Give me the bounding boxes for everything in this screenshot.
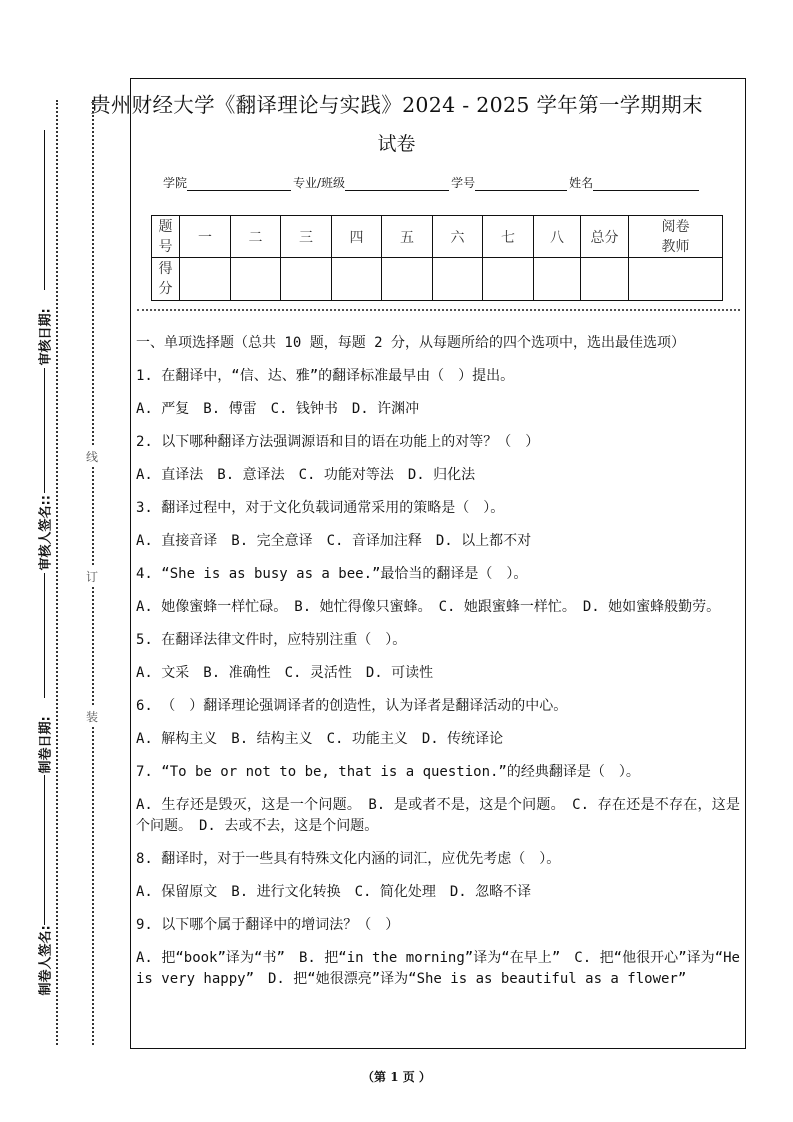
binding-mark-ding: 订: [86, 566, 98, 587]
score-cell[interactable]: [180, 258, 231, 301]
row-label-score: 得分: [152, 258, 180, 301]
col-header: 七: [483, 216, 534, 258]
col-header: 二: [231, 216, 281, 258]
question-options: A. 保留原文 B. 进行文化转换 C. 简化处理 D. 忽略不译: [136, 884, 532, 900]
col-header: 总分: [581, 216, 629, 258]
reviewer-signature-label: 审核人签名::: [38, 495, 54, 571]
col-header: 五: [382, 216, 433, 258]
score-cell[interactable]: [382, 258, 433, 301]
question-options: A. 严复 B. 傅雷 C. 钱钟书 D. 许渊冲: [136, 401, 420, 417]
review-date-label: 审核日期:: [38, 308, 54, 366]
major-class-field[interactable]: [345, 176, 449, 191]
question-text: 1. 在翻译中，“信、达、雅”的翻译标准最早由（ ）提出。: [136, 368, 515, 384]
question-options: A. 解构主义 B. 结构主义 C. 功能主义 D. 传统译论: [136, 731, 504, 747]
signature-line: [44, 368, 45, 493]
col-header: 一: [180, 216, 231, 258]
signature-line: [44, 573, 45, 698]
question-text: 2. 以下哪种翻译方法强调源语和目的语在功能上的对等？（ ）: [136, 434, 540, 450]
college-field[interactable]: [187, 176, 291, 191]
student-info-fields: [163, 174, 701, 191]
page-number: （第 1 页 ）: [362, 1070, 431, 1084]
field-label-student-id: 学号: [451, 176, 476, 190]
exam-subtitle: 试卷: [377, 133, 416, 155]
question-options: A. 她像蜜蜂一样忙碌。 B. 她忙得像只蜜蜂。 C. 她跟蜜蜂一样忙。 D. 她如蜜蜂般勤劳。: [136, 599, 721, 615]
col-header: 阅卷教师: [629, 216, 723, 258]
question-text: 3. 翻译过程中，对于文化负载词通常采用的策略是（ ）。: [136, 500, 505, 516]
score-cell[interactable]: [231, 258, 281, 301]
col-header: 四: [332, 216, 382, 258]
question-options: A. 把“book”译为“书” B. 把“in the morning”译为“在早上” C. 把“他很开心”译为“He is very happy” D. 把“她很漂亮”译为“She is as beautiful as a flower”: [136, 950, 740, 987]
score-cell[interactable]: [281, 258, 332, 301]
exam-title: 贵州财经大学《翻译理论与实践》2024 - 2025 学年第一学期期末: [90, 93, 703, 117]
score-cell[interactable]: [629, 258, 723, 301]
score-cell[interactable]: [581, 258, 629, 301]
name-field[interactable]: [593, 176, 699, 191]
question-options: A. 文采 B. 准确性 C. 灵活性 D. 可读性: [136, 665, 434, 681]
score-cell[interactable]: [433, 258, 483, 301]
score-cell[interactable]: [534, 258, 581, 301]
question-text: 8. 翻译时，对于一些具有特殊文化内涵的词汇，应优先考虑（ ）。: [136, 851, 561, 867]
student-id-field[interactable]: [475, 176, 567, 191]
question-options: A. 直接音译 B. 完全意译 C. 音译加注释 D. 以上都不对: [136, 533, 532, 549]
section-heading: 一、单项选择题（总共 10 题，每题 2 分，从每题所给的四个选项中，选出最佳选项）: [136, 335, 685, 351]
dotted-cut-line-outer: [56, 100, 58, 1045]
field-label-major-class: 专业/班级: [293, 176, 346, 190]
col-header: 八: [534, 216, 581, 258]
row-label-question-no: 题号: [152, 216, 180, 258]
binding-mark-xian: 线: [86, 446, 98, 467]
score-cell[interactable]: [332, 258, 382, 301]
question-section: [136, 333, 740, 1002]
col-header: 六: [433, 216, 483, 258]
preparer-signature-label: 制卷人签名:: [38, 925, 54, 996]
field-label-name: 姓名: [569, 176, 594, 190]
score-table: [151, 215, 723, 301]
question-text: 4. “She is as busy as a bee.”最恰当的翻译是（ ）。: [136, 566, 528, 582]
question-text: 9. 以下哪个属于翻译中的增词法？（ ）: [136, 917, 400, 933]
question-text: 5. 在翻译法律文件时，应特别注重（ ）。: [136, 632, 407, 648]
question-text: 7. “To be or not to be, that is a question.”的经典翻译是（ ）。: [136, 764, 640, 780]
question-text: 6. （ ）翻译理论强调译者的创造性，认为译者是翻译活动的中心。: [136, 698, 568, 714]
signature-line: [44, 775, 45, 925]
preparation-date-label: 制卷日期:: [38, 716, 54, 774]
field-label-college: 学院: [163, 176, 188, 190]
dotted-separator: [137, 309, 740, 311]
question-options: A. 直译法 B. 意译法 C. 功能对等法 D. 归化法: [136, 467, 476, 483]
score-cell[interactable]: [483, 258, 534, 301]
col-header: 三: [281, 216, 332, 258]
question-options: A. 生存还是毁灭，这是一个问题。 B. 是或者不是，这是个问题。 C. 存在还是不存在，这是个问题。 D. 去或不去，这是个问题。: [136, 797, 740, 834]
binding-mark-zhuang: 装: [86, 706, 98, 727]
